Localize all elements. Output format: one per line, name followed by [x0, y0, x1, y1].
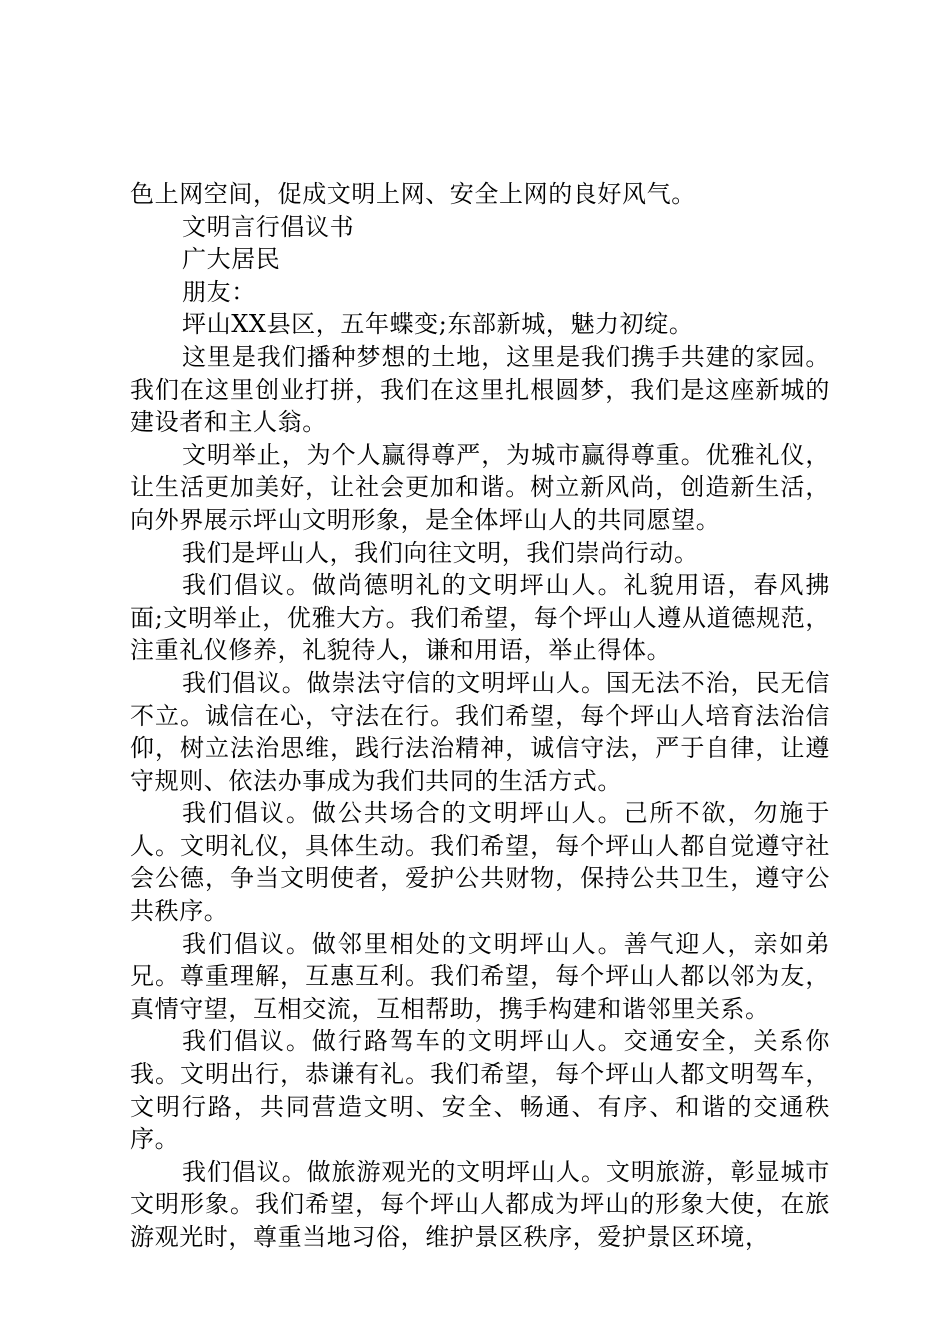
- document-body: [130, 178, 830, 1254]
- paragraph-intro: 坪山XX县区，五年蝶变;东部新城，魅力初绽。: [182, 310, 694, 339]
- paragraph-1: 色上网空间，促成文明上网、安全上网的良好风气。: [130, 180, 696, 208]
- proposal-etiquette: 我们倡议。做尚德明礼的文明坪山人。礼貌用语，春风拂面;文明举止，优雅大方。我们希望，每个坪山人遵从道德规范，注重礼仪修养，礼貌待人，谦和用语，举止得体。: [130, 571, 830, 665]
- paragraph-aspiration: 我们是坪山人，我们向往文明，我们崇尚行动。: [182, 538, 699, 567]
- proposal-law: 我们倡议。做崇法守信的文明坪山人。国无法不治，民无信不立。诚信在心，守法在行。我们希望，每个坪山人培育法治信仰，树立法治思维，践行法治精神，诚信守法，严于自律，让遵守规则、依法办事成为我们共同的生活方式。: [130, 668, 830, 795]
- salutation-line-1: 广大居民: [182, 245, 281, 274]
- proposal-public-places: 我们倡议。做公共场合的文明坪山人。己所不欲，勿施于人。文明礼仪，具体生动。我们希望，每个坪山人都自觉遵守社会公德，争当文明使者，爱护公共财物，保持公共卫生，遵守公共秩序。: [130, 799, 830, 926]
- paragraph-civility: 文明举止，为个人赢得尊严，为城市赢得尊重。优雅礼仪，让生活更加美好，让社会更加和谐。树立新风尚，创造新生活，向外界展示坪山文明形象，是全体坪山人的共同愿望。: [130, 440, 830, 534]
- document-title: 文明言行倡议书: [182, 212, 355, 241]
- paragraph-homeland: 这里是我们播种梦想的土地，这里是我们携手共建的家园。我们在这里创业打拼，我们在这里扎根圆梦，我们是这座新城的建设者和主人翁。: [130, 342, 830, 437]
- proposal-tourism: 我们倡议。做旅游观光的文明坪山人。文明旅游，彰显城市文明形象。我们希望，每个坪山人都成为坪山的形象大使，在旅游观光时，尊重当地习俗，维护景区秩序，爱护景区环境，: [130, 1157, 830, 1251]
- proposal-neighbors: 我们倡议。做邻里相处的文明坪山人。善气迎人，亲如弟兄。尊重理解，互惠互利。我们希望，每个坪山人都以邻为友，真情守望，互相交流，互相帮助，携手构建和谐邻里关系。: [130, 929, 830, 1023]
- proposal-traffic: 我们倡议。做行路驾车的文明坪山人。交通安全，关系你我。文明出行，恭谦有礼。我们希望，每个坪山人都文明驾车，文明行路，共同营造文明、安全、畅通、有序、和谐的交通秩序。: [130, 1027, 830, 1154]
- salutation-line-2: 朋友：: [182, 277, 256, 306]
